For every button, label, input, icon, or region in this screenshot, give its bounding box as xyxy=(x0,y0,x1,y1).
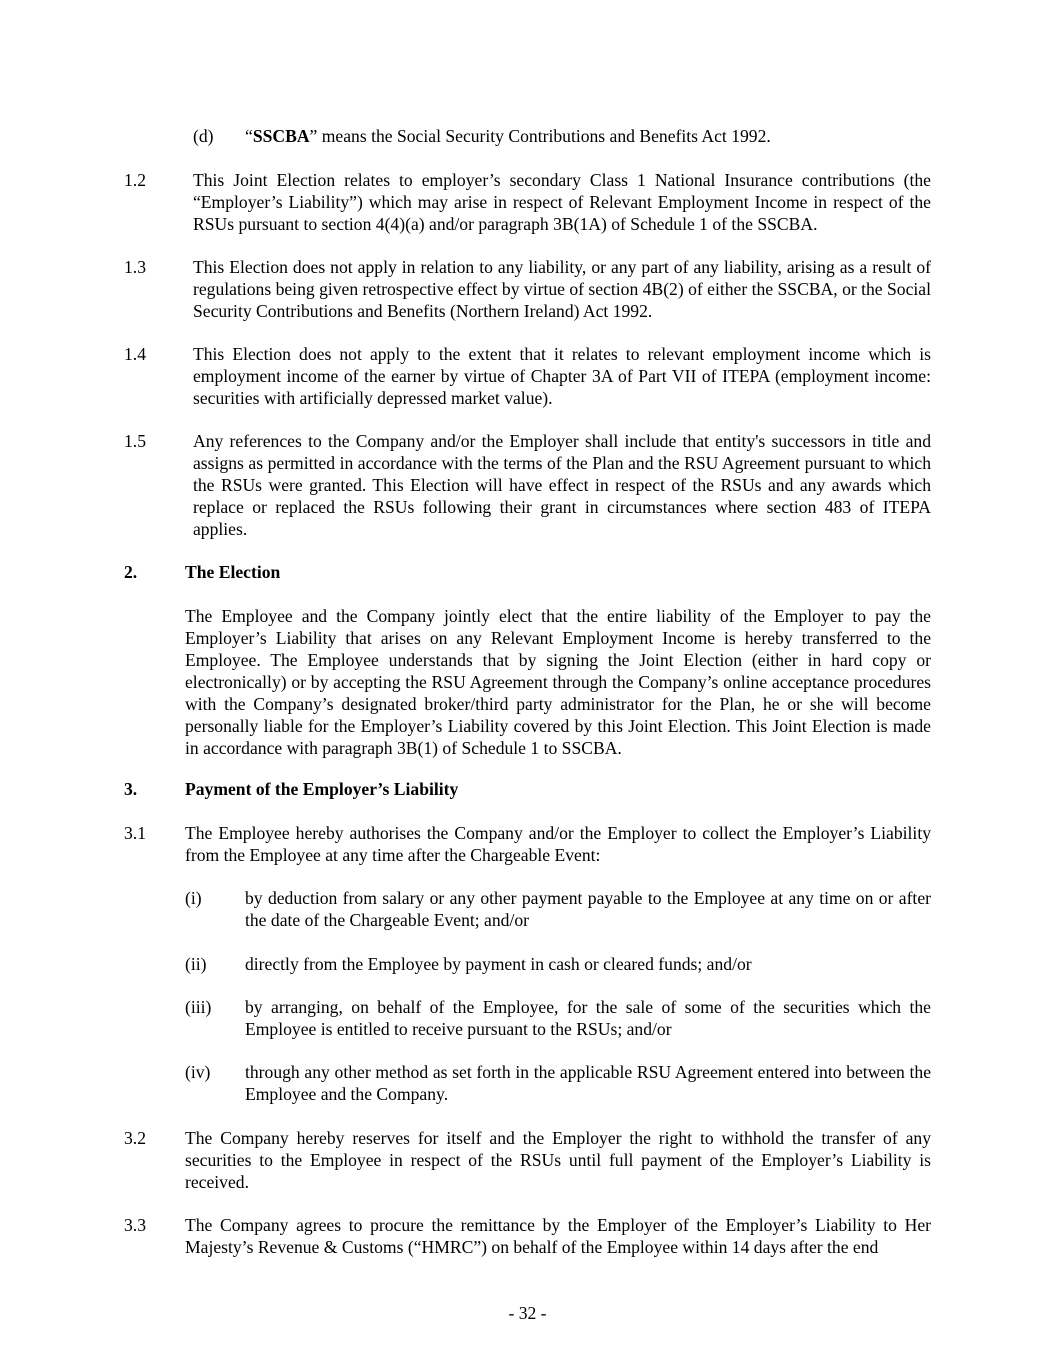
clause-3-2-number: 3.2 xyxy=(124,1128,146,1148)
clause-3-1-item-label: (iv) xyxy=(185,1062,211,1082)
clause-1-5-text: Any references to the Company and/or the Employer shall include that entity's successors in title and assigns as permitted in accordance with the terms of the Plan and the RSU Agreement pursuant to which the RSUs were granted. This Election will have effect in respect of the RSUs and any awards which replace or replaced the RSUs following their grant in circumstances where section 483 of ITEPA applies. xyxy=(193,431,931,539)
clause-d-open-quote: “ xyxy=(245,126,253,146)
clause-1-5-number: 1.5 xyxy=(124,431,146,451)
clause-1-3-text: This Election does not apply in relation to any liability, or any part of any liability, arising as a result of regulations being given retrospective effect by virtue of section 4B(2) of either the SSCBA, or the Social Security Contributions and Benefits (Northern Ireland) Act 1992. xyxy=(193,257,931,321)
clause-1-2-text: This Joint Election relates to employer’s secondary Class 1 National Insurance contributions (the “Employer’s Liability”) which may arise in respect of Relevant Employment Income in respect of the RSUs pursuant to section 4(4)(a) and/or paragraph 3B(1A) of Schedule 1 of the SSCBA. xyxy=(193,170,931,234)
clause-d-text xyxy=(245,125,771,147)
clause-1-4-number: 1.4 xyxy=(124,344,146,364)
clause-3-3-text: The Company agrees to procure the remittance by the Employer of the Employer’s Liability to Her Majesty’s Revenue & Customs (“HMRC”) on behalf of the Employee within 14 days after the end xyxy=(185,1215,931,1257)
page-number: - 32 - xyxy=(508,1303,547,1323)
clause-3-1-item-label: (iii) xyxy=(185,997,212,1017)
section-3-number: 3. xyxy=(124,779,138,799)
clause-3-3-number: 3.3 xyxy=(124,1215,146,1235)
clause-3-1-item-text: by deduction from salary or any other payment payable to the Employee at any time on or after the date of the Chargeable Event; and/or xyxy=(245,888,931,930)
clause-1-3-number: 1.3 xyxy=(124,257,146,277)
clause-1-4-text: This Election does not apply to the extent that it relates to relevant employment income which is employment income of the earner by virtue of Chapter 3A of Part VII of ITEPA (employment income: securities with artificially depressed market value). xyxy=(193,344,931,408)
clause-3-1-text: The Employee hereby authorises the Company and/or the Employer to collect the Employer’s Liability from the Employee at any time after the Chargeable Event: xyxy=(185,823,931,865)
clause-3-2-text: The Company hereby reserves for itself and the Employer the right to withhold the transfer of any securities to the Employee in respect of the RSUs until full payment of the Employer’s Liability is received. xyxy=(185,1128,931,1192)
section-3-title: Payment of the Employer’s Liability xyxy=(185,779,459,799)
clause-3-1-item-label: (i) xyxy=(185,888,202,908)
clause-3-1-number: 3.1 xyxy=(124,823,146,843)
clause-3-1-item-text: by arranging, on behalf of the Employee, for the sale of some of the securities which the Employee is entitled to receive pursuant to the RSUs; and/or xyxy=(245,997,931,1039)
clause-1-2-number: 1.2 xyxy=(124,170,146,190)
clause-3-1-item-label: (ii) xyxy=(185,954,207,974)
section-2-text: The Employee and the Company jointly elect that the entire liability of the Employer to pay the Employer’s Liability that arises on any Relevant Employment Income is hereby transferred to the Employee. The Employee understands that by signing the Joint Election (either in hard copy or electronically) or by accepting the RSU Agreement through the Company’s online acceptance procedures with the Company’s designated broker/third party administrator for the Plan, he or she will become personally liable for the Employer’s Liability covered by this Joint Election. This Joint Election is made in accordance with paragraph 3B(1) of Schedule 1 to SSCBA. xyxy=(185,606,931,758)
clause-3-1-item-text: through any other method as set forth in the applicable RSU Agreement entered into between the Employee and the Company. xyxy=(245,1062,931,1104)
section-2-title: The Election xyxy=(185,562,281,582)
clause-d-rest: ” means the Social Security Contributions and Benefits Act 1992. xyxy=(309,126,771,146)
clause-d-label: (d) xyxy=(193,126,214,146)
clause-d-term: SSCBA xyxy=(252,126,310,146)
clause-3-1-item-text: directly from the Employee by payment in cash or cleared funds; and/or xyxy=(245,954,752,974)
section-2-number: 2. xyxy=(124,562,138,582)
